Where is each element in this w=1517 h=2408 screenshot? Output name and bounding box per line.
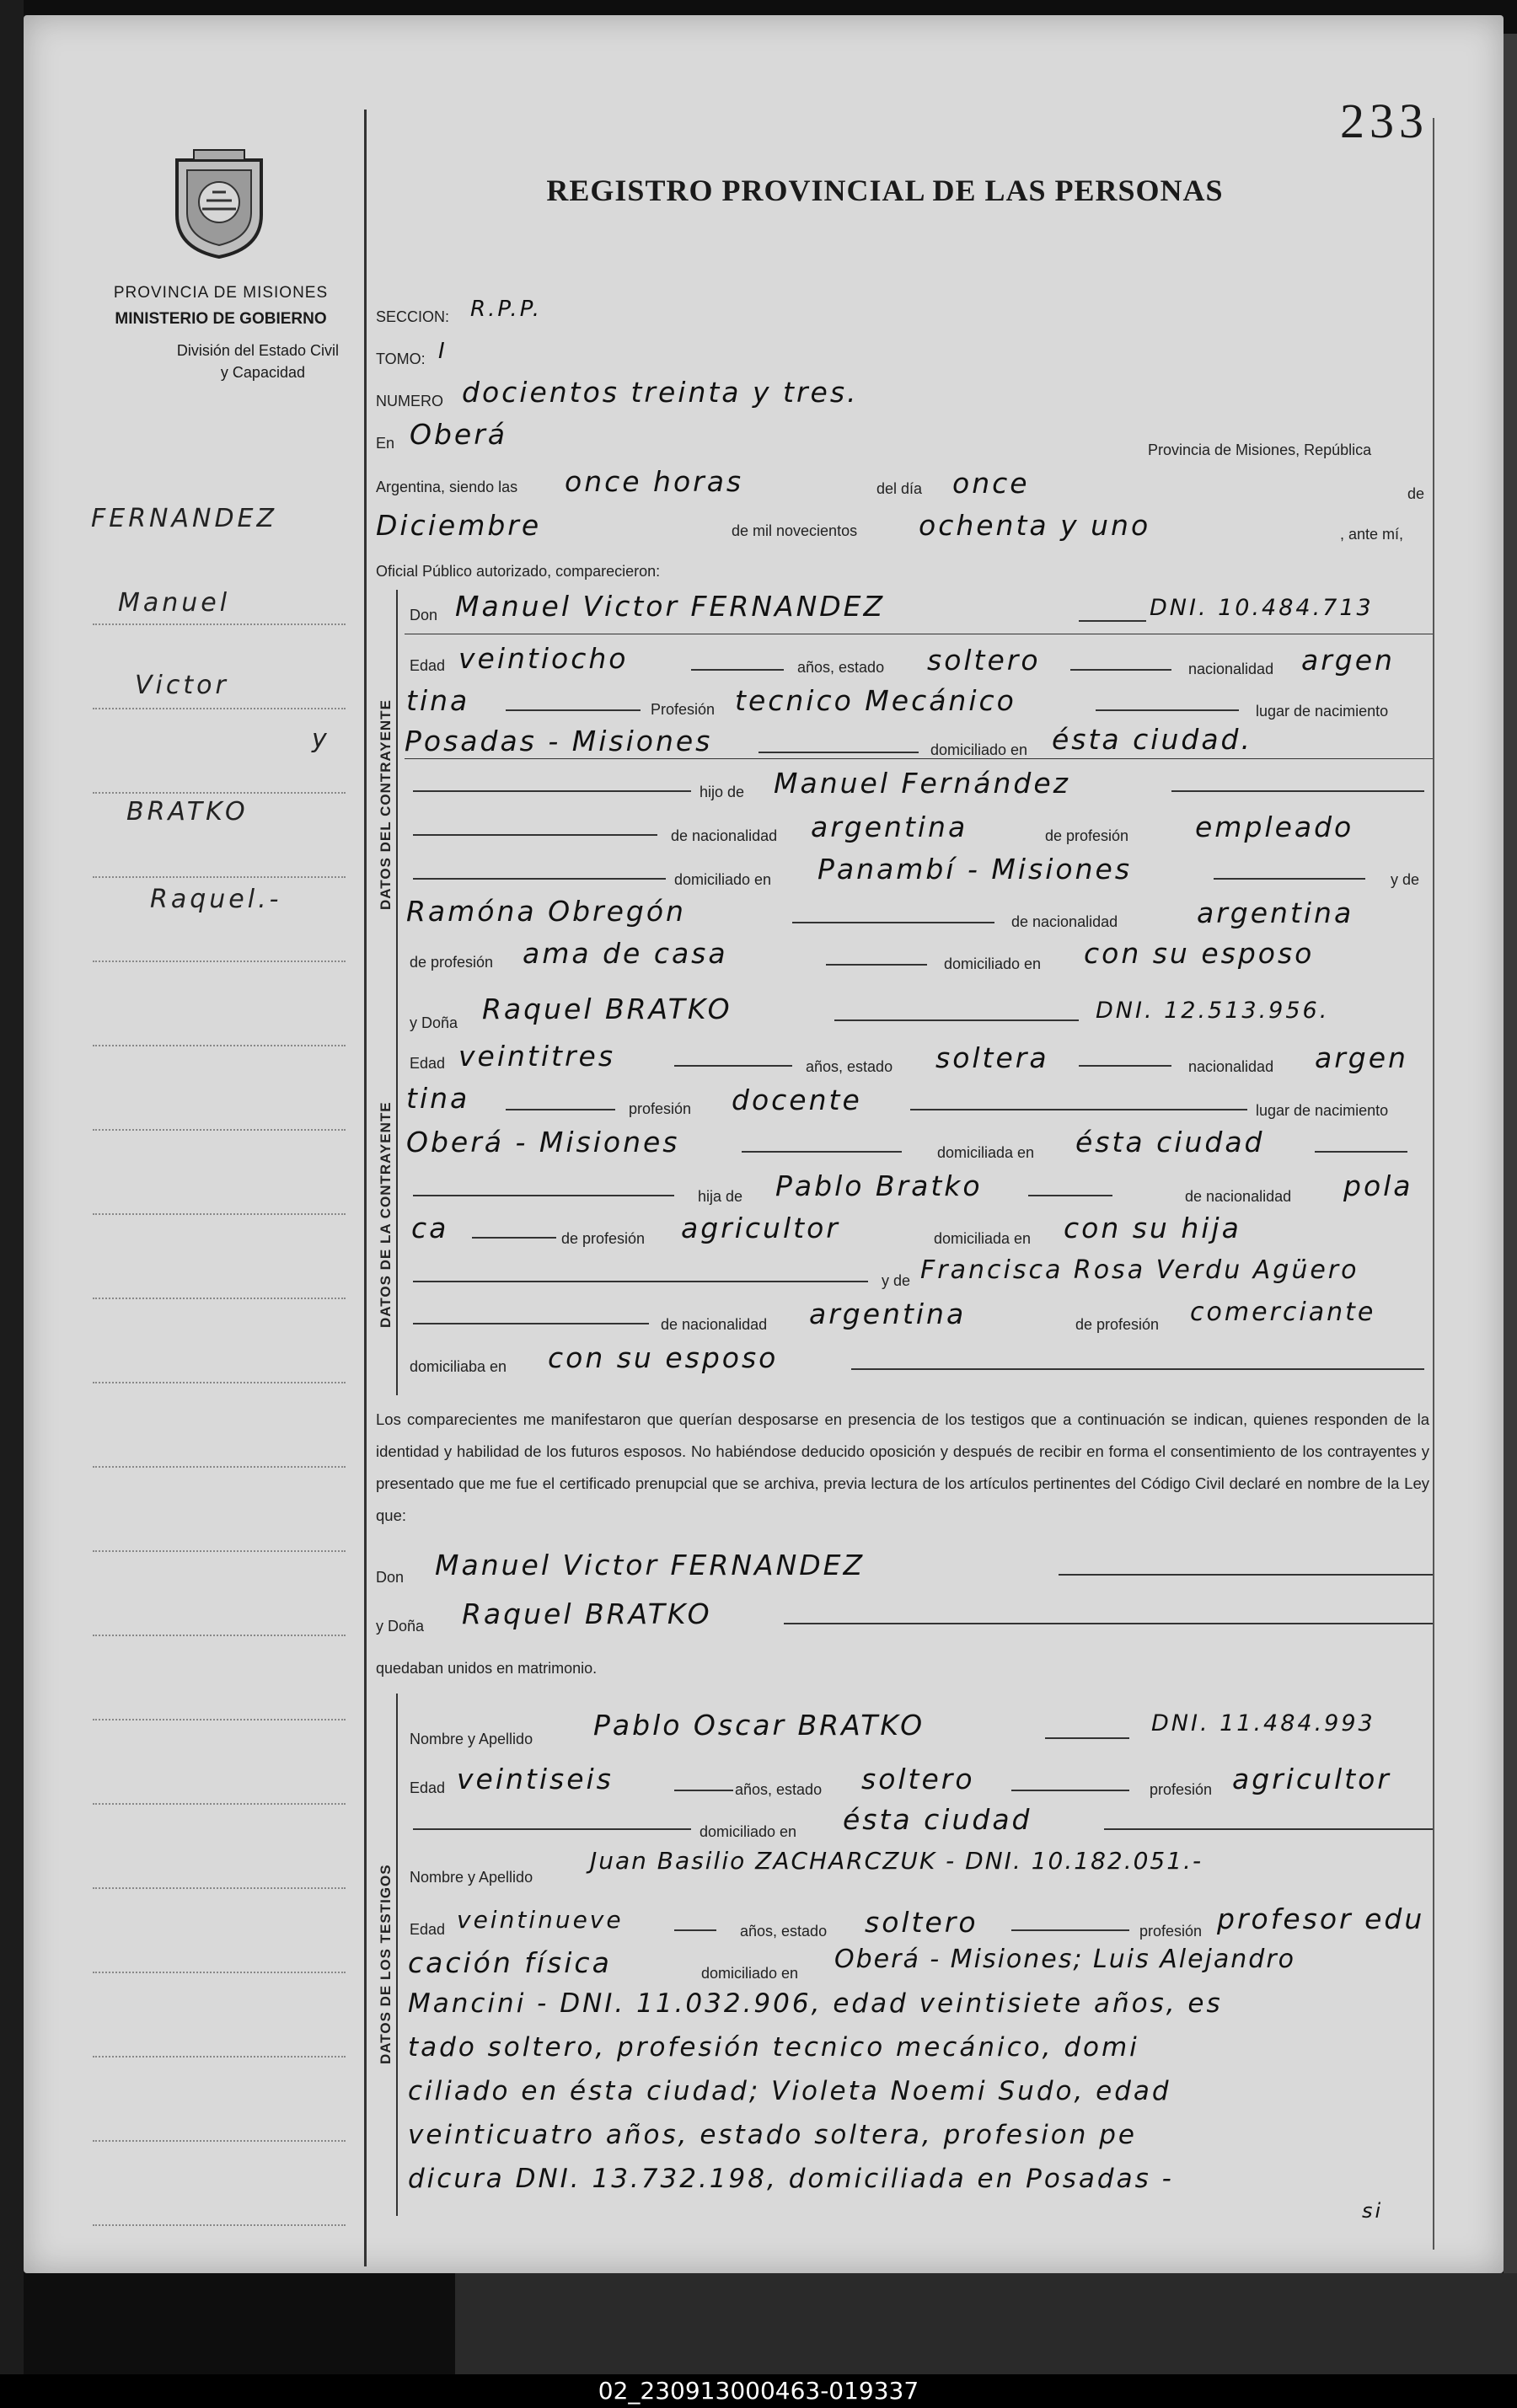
groom-mother-prof: ama de casa (523, 937, 728, 970)
bride-father-nac-2: ca (411, 1212, 449, 1244)
bride-nac-2: tina (406, 1082, 470, 1115)
groom-father-dom: Panambí - Misiones (817, 853, 1133, 886)
bride-nac-1: argen (1315, 1041, 1408, 1074)
del-dia-label: del día (876, 480, 923, 497)
groom-mother-dom-label: domiciliado en (944, 955, 1042, 972)
decl-unidos-label: quedaban unidos en matrimonio. (376, 1660, 598, 1677)
tomo-label: TOMO: (376, 350, 426, 367)
groom-mother: Ramóna Obregón (406, 895, 686, 928)
fill-line (691, 669, 784, 671)
bride-dni: DNI. 12.513.956. (1096, 998, 1330, 1024)
groom-mother-prof-label: de profesión (410, 954, 494, 971)
fill-line (851, 1368, 1424, 1370)
groom-mother-nac: argentina (1197, 896, 1354, 929)
witness-line-2: tado soltero, profesión tecnico mecánico, domi (408, 2032, 1139, 2063)
bride-bracket (396, 999, 410, 1395)
w1-prof-label: profesión (1150, 1781, 1213, 1798)
w1-edad-label: Edad (410, 1779, 446, 1796)
groom-father-prof-label: de profesión (1045, 827, 1129, 844)
fill-line (413, 878, 666, 880)
decl-dona-name: Raquel BRATKO (462, 1597, 712, 1630)
oficial-label: Oficial Público autorizado, comparecieron: (376, 563, 661, 580)
bride-mother: Francisca Rosa Verdu Agüero (920, 1255, 1359, 1285)
fill-line (792, 922, 994, 923)
margin-divider (364, 110, 367, 2266)
margin-rule (93, 2224, 346, 2226)
fill-line (413, 1323, 649, 1324)
ministry-name: MINISTERIO DE GOBIERNO (115, 310, 327, 328)
margin-rule (93, 876, 346, 878)
bride-mother-nac: argentina (809, 1298, 967, 1330)
margin-given-name-bride: Raquel.- (150, 885, 282, 914)
argentina-label: Argentina, siendo las (376, 479, 518, 495)
bride-father-nac-label: de nacionalidad (1185, 1188, 1292, 1205)
margin-given-name-1: Manuel (118, 588, 231, 618)
groom-nac-1: argen (1301, 644, 1395, 677)
witness-line-3: ciliado en ésta ciudad; Violeta Noemi Sudo, edad (408, 2076, 1171, 2106)
fill-line (1011, 1790, 1129, 1791)
groom-section-label: DATOS DEL CONTRAYENTE (378, 699, 394, 910)
de-label: de (1407, 485, 1425, 502)
numero-value: docientos treinta y tres. (462, 376, 859, 409)
bride-y-de-label: y de (882, 1272, 911, 1289)
margin-rule (93, 2056, 346, 2058)
page-number: 233 (1340, 94, 1429, 148)
fill-line (413, 1195, 674, 1196)
fill-line (1079, 620, 1146, 622)
fill-line (1011, 1929, 1129, 1931)
groom-hijo-label: hijo de (700, 784, 745, 800)
witness-line-1: Mancini - DNI. 11.032.906, edad veintisiete años, es (408, 1988, 1223, 2019)
fill-line (826, 964, 927, 966)
witness-line-5: dicura DNI. 13.732.198, domiciliada en Posadas - (408, 2164, 1174, 2194)
groom-bracket (396, 590, 410, 1011)
fill-line (1214, 878, 1365, 880)
bride-prof-label: profesión (629, 1100, 692, 1117)
margin-rule (93, 623, 346, 625)
w2-prof: profesor edu (1217, 1902, 1425, 1935)
fill-line (413, 1281, 868, 1282)
groom-dni: DNI. 10.484.713 (1150, 595, 1374, 621)
fill-line (472, 1237, 556, 1239)
declaration-text: Los comparecientes me manifestaron que querían desposarse en presencia de los testigos que a continuación se indican, quienes responden de la identidad y habilidad de los futuros esposos. No habiéndose deducido oposición y después de recibir en forma el consentimiento de los contrayentes y presentado que me fue el certificado prenupcial que se archiva, previa lectura de los artículos pertinentes del Código Civil declaré en nombre de la Ley que: (376, 1410, 1429, 1524)
bride-mother-prof: comerciante (1190, 1298, 1376, 1327)
groom-mother-nac-label: de nacionalidad (1011, 913, 1118, 930)
groom-nac-label: nacionalidad (1188, 661, 1274, 677)
bride-dom-label: domiciliada en (937, 1144, 1035, 1161)
margin-rule (93, 1213, 346, 1215)
groom-father-dom-label: domiciliado en (674, 871, 772, 888)
fill-line (674, 1929, 716, 1931)
margin-rule (93, 1972, 346, 1973)
bride-lugar: Oberá - Misiones (406, 1126, 680, 1159)
file-id-caption: 02_230913000463-019337 (0, 2374, 1517, 2408)
bride-dona-label: y Doña (410, 1014, 458, 1031)
w1-name: Pablo Oscar BRATKO (593, 1709, 925, 1742)
en-label: En (376, 435, 395, 452)
bride-domicilio: ésta ciudad (1075, 1126, 1265, 1159)
mes-value: Diciembre (376, 509, 542, 542)
margin-rule (93, 1129, 346, 1131)
groom-edad-label: Edad (410, 657, 446, 674)
w1-dom-label: domiciliado en (700, 1823, 797, 1840)
witness-line-6: si (1362, 2199, 1384, 2223)
fill-line (910, 1109, 1247, 1110)
margin-conjunction: y (312, 725, 330, 754)
fill-line (1079, 1065, 1171, 1067)
bride-father: Pablo Bratko (775, 1169, 983, 1202)
bride-father-nac-1: pola (1343, 1169, 1413, 1202)
margin-rule (93, 1550, 346, 1552)
w2-estado: soltero (865, 1906, 978, 1939)
groom-father-prof: empleado (1195, 811, 1354, 843)
w2-edad: veintinueve (457, 1906, 624, 1934)
w1-edad: veintiseis (457, 1763, 614, 1795)
groom-father-nac-label: de nacionalidad (671, 827, 778, 844)
province-name: PROVINCIA DE MISIONES (113, 284, 329, 302)
page-title: REGISTRO PROVINCIAL DE LAS PERSONAS (546, 174, 1224, 207)
groom-name: Manuel Victor FERNANDEZ (455, 590, 886, 623)
groom-y-de-label: y de (1391, 871, 1420, 888)
margin-rule (93, 1466, 346, 1468)
fill-line (1070, 669, 1171, 671)
margin-rule (93, 1803, 346, 1805)
tomo-value: I (438, 339, 448, 364)
w2-nombre-label: Nombre y Apellido (410, 1869, 533, 1886)
fill-line (1045, 1737, 1129, 1739)
anio-value: ochenta y uno (919, 509, 1151, 542)
margin-rule (93, 708, 346, 709)
groom-profesion: tecnico Mecánico (735, 684, 1016, 717)
fill-line (413, 790, 691, 792)
fill-line (674, 1790, 733, 1791)
decl-dona-label: y Doña (376, 1618, 425, 1635)
book-spine (0, 0, 24, 2408)
province-seal-icon (169, 143, 270, 261)
w1-estado: soltero (861, 1763, 975, 1795)
bride-father-prof-label: de profesión (561, 1230, 646, 1247)
bride-section-label: DATOS DE LA CONTRAYENTE (378, 1101, 394, 1328)
witness-line-4: veinticuatro años, estado soltera, profesion pe (408, 2120, 1137, 2150)
bride-estado: soltera (935, 1041, 1049, 1074)
margin-given-name-2: Victor (135, 671, 229, 700)
groom-dom-label: domiciliado en (930, 741, 1028, 758)
groom-edad: veintiocho (458, 642, 629, 675)
groom-estado: soltero (927, 644, 1041, 677)
hora-value: once horas (565, 465, 744, 498)
page-edge (1504, 34, 1517, 2275)
w1-prof: agricultor (1232, 1763, 1391, 1795)
bride-hija-label: hija de (698, 1188, 743, 1205)
fill-line (834, 1019, 1079, 1021)
w2-edad-label: Edad (410, 1921, 446, 1938)
w1-dom: ésta ciudad (843, 1803, 1032, 1836)
margin-rule (93, 1298, 346, 1299)
w2-dom-label: domiciliado en (701, 1965, 799, 1982)
fill-line (1315, 1151, 1407, 1153)
provincia-label: Provincia de Misiones, República (1148, 441, 1372, 458)
fill-line (784, 1623, 1433, 1624)
seccion-value: R.P.P. (470, 297, 543, 322)
margin-rule (93, 792, 346, 794)
division-line-2: y Capacidad (220, 364, 305, 381)
ante-label: , ante mí, (1340, 526, 1404, 543)
margin-rule (93, 2140, 346, 2142)
fill-line (1028, 1195, 1112, 1196)
dia-value: once (952, 467, 1030, 500)
bride-edad-label: Edad (410, 1055, 446, 1072)
groom-lugar-label: lugar de nacimiento (1256, 703, 1389, 720)
decl-don-name: Manuel Victor FERNANDEZ (435, 1549, 866, 1581)
decl-don-label: Don (376, 1569, 405, 1586)
right-margin-line (1433, 118, 1434, 2250)
fill-line (742, 1151, 902, 1153)
margin-surname-bride: BRATKO (126, 797, 249, 827)
bride-father-prof: agricultor (681, 1212, 840, 1244)
seccion-label: SECCION: (376, 308, 450, 325)
bride-nac-label: nacionalidad (1188, 1058, 1274, 1075)
fill-line (1059, 1574, 1433, 1576)
groom-anios-label: años, estado (797, 659, 885, 676)
w2-anios-label: años, estado (740, 1923, 828, 1940)
margin-surname-groom: FERNANDEZ (91, 504, 278, 533)
bride-father-dom-label: domiciliada en (934, 1230, 1032, 1247)
w1-nombre-label: Nombre y Apellido (410, 1731, 533, 1747)
margin-rule (93, 1382, 346, 1383)
groom-don-label: Don (410, 607, 438, 623)
bride-name: Raquel BRATKO (482, 993, 732, 1025)
line-rule (405, 758, 1433, 759)
groom-prof-label: Profesión (651, 701, 716, 718)
w2-dom: Oberá - Misiones; Luis Alejandro (834, 1945, 1296, 1974)
bride-father-dom: con su hija (1064, 1212, 1241, 1244)
fill-line (674, 1065, 792, 1067)
groom-mother-dom: con su esposo (1084, 937, 1315, 970)
w1-dni: DNI. 11.484.993 (1151, 1710, 1375, 1736)
bride-edad: veintitres (458, 1040, 616, 1073)
bride-mother-dom: con su esposo (548, 1341, 779, 1374)
fill-line (1096, 709, 1239, 711)
en-value: Oberá (410, 418, 508, 451)
margin-rule (93, 961, 346, 962)
groom-nac-2: tina (406, 684, 470, 717)
fill-line (1171, 790, 1424, 792)
fill-line (413, 834, 657, 836)
book-cover (455, 2273, 1517, 2374)
w2-prof-cont: cación física (408, 1946, 612, 1979)
bride-profesion: docente (732, 1084, 862, 1116)
groom-lugar: Posadas - Misiones (405, 725, 713, 757)
margin-rule (93, 1719, 346, 1720)
fill-line (506, 1109, 615, 1110)
fill-line (1104, 1828, 1433, 1830)
division-line-1: División del Estado Civil (176, 342, 339, 359)
groom-father-nac: argentina (811, 811, 968, 843)
mil-label: de mil novecientos (732, 522, 858, 539)
bride-anios-label: años, estado (806, 1058, 893, 1075)
w2-prof-label: profesión (1139, 1923, 1203, 1940)
fill-line (758, 752, 919, 753)
numero-label: NUMERO (376, 393, 443, 409)
margin-rule (93, 1887, 346, 1889)
groom-father: Manuel Fernández (774, 767, 1070, 800)
w1-anios-label: años, estado (735, 1781, 823, 1798)
bride-mother-dom-label: domiciliaba en (410, 1358, 507, 1375)
margin-rule (93, 1635, 346, 1636)
fill-line (413, 1828, 691, 1830)
bride-mother-prof-label: de profesión (1075, 1316, 1160, 1333)
fill-line (506, 709, 641, 711)
margin-rule (93, 1045, 346, 1046)
bride-lugar-label: lugar de nacimiento (1256, 1102, 1389, 1119)
witnesses-section-label: DATOS DE LOS TESTIGOS (378, 1864, 394, 2064)
w2-name: Juan Basilio ZACHARCZUK - DNI. 10.182.051.- (590, 1847, 1203, 1875)
groom-domicilio: ésta ciudad. (1052, 723, 1252, 756)
bride-mother-nac-label: de nacionalidad (661, 1316, 768, 1333)
